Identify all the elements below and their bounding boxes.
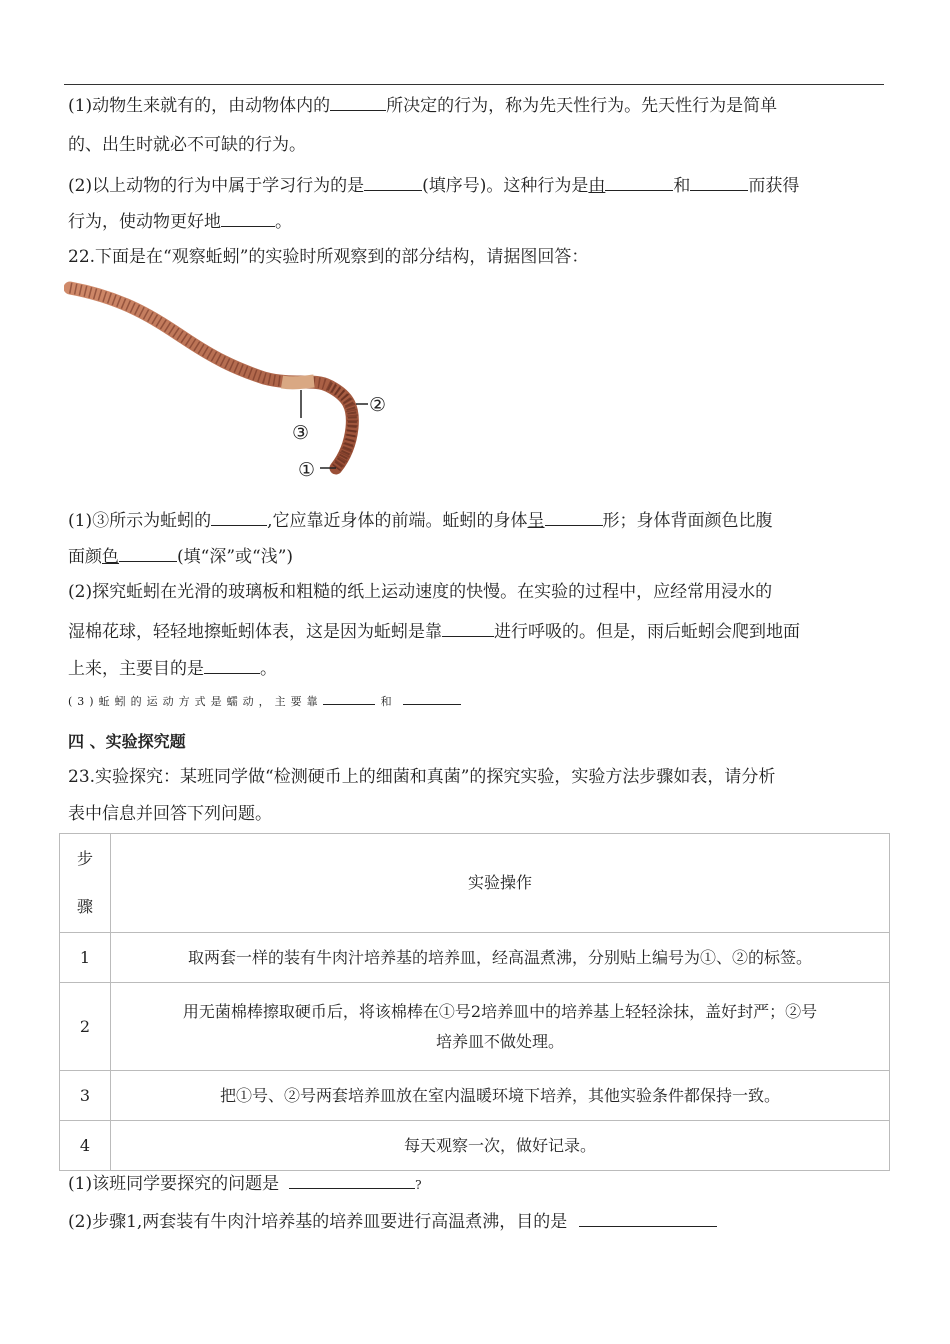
answer-blank[interactable] [289,1170,415,1189]
answer-blank[interactable] [403,693,461,705]
clitellum [282,381,314,383]
step-number: 4 [60,1121,111,1171]
label-1: ① [298,459,316,481]
q23-part2: (2)步骤1,两套装有牛肉汁培养基的培养皿要进行高温煮沸，目的是 [68,1208,717,1234]
header-step: 步骤 [60,834,111,933]
table-row [60,933,890,983]
table-row [60,1071,890,1121]
q22-part3: (3)蚯蚓的运动方式是蠕动，主要靠 和 [68,690,461,714]
experiment-steps-table [59,833,890,1171]
answer-blank[interactable] [442,618,494,637]
step-operation: 每天观察一次，做好记录。 [111,1121,890,1171]
answer-blank[interactable] [204,655,260,674]
answer-blank[interactable] [330,92,386,111]
q22-part2-line1: (2)探究蚯蚓在光滑的玻璃板和粗糙的纸上运动速度的快慢。在实验的过程中，应经常用浸水的 [68,582,773,602]
q21-part1-line1: (1)动物生来就有的，由动物体内的 所决定的行为，称为先天性行为。先天性行为是简单 [68,92,777,118]
answer-blank[interactable] [545,507,603,526]
answer-blank[interactable] [690,172,748,191]
answer-blank[interactable] [211,507,267,526]
answer-blank[interactable] [221,208,275,227]
step-number: 1 [60,933,111,983]
q21-part1-line2: 的、出生时就必不可缺的行为。 [68,135,306,155]
section-4-title: 四 、实验探究题 [68,732,186,751]
step-number: 2 [60,983,111,1071]
q23-intro-line1: 23.实验探究：某班同学做“检测硬币上的细菌和真菌”的探究实验，实验方法步骤如表，请分析 [68,767,776,787]
step-number: 3 [60,1071,111,1121]
q21-part2-line2: 行为，使动物更好地 。 [68,208,292,234]
q22-title: 22.下面是在“观察蚯蚓”的实验时所观察到的部分结构，请据图回答： [68,247,589,267]
earthworm-figure [64,278,404,488]
q22-part2-line2: 湿棉花球，轻轻地擦蚯蚓体表，这是因为蚯蚓是靠 进行呼吸的。但是，雨后蚯蚓会爬到地面 [68,618,800,644]
step-operation: 用无菌棉棒擦取硬币后，将该棉棒在①号2培养皿中的培养基上轻轻涂抹，盖好封严；②号 培养皿不做处理。 [111,983,890,1071]
q23-intro-line2: 表中信息并回答下列问题。 [68,804,272,824]
answer-blank[interactable] [605,172,673,191]
answer-blank[interactable] [119,543,177,562]
table-row [60,983,890,1071]
header-rule [64,84,884,85]
q22-part1-line1: (1)③所示为蚯蚓的 ,它应靠近身体的前端。蚯蚓的身体呈 形；身体背面颜色比腹 [68,507,773,533]
answer-blank[interactable] [364,172,422,191]
header-operation: 实验操作 [111,834,890,933]
answer-blank[interactable] [323,693,375,705]
step-operation: 取两套一样的装有牛肉汁培养基的培养皿，经高温煮沸，分别贴上编号为①、②的标签。 [111,933,890,983]
table-row [60,1121,890,1171]
q22-part2-line3: 上来，主要目的是 。 [68,655,277,681]
table-header-row [60,834,890,933]
q21-part2-line1: (2)以上动物的行为中属于学习行为的是 (填序号)。这种行为是由 和 而获得 [68,172,799,198]
label-2: ② [369,394,387,416]
q22-part1-line2: 面颜色 (填“深”或“浅”) [68,543,293,569]
label-3: ③ [292,422,310,444]
step-operation: 把①号、②号两套培养皿放在室内温暖环境下培养，其他实验条件都保持一致。 [111,1071,890,1121]
q23-part1: (1)该班同学要探究的问题是 ? [68,1170,422,1197]
answer-blank[interactable] [579,1208,717,1227]
